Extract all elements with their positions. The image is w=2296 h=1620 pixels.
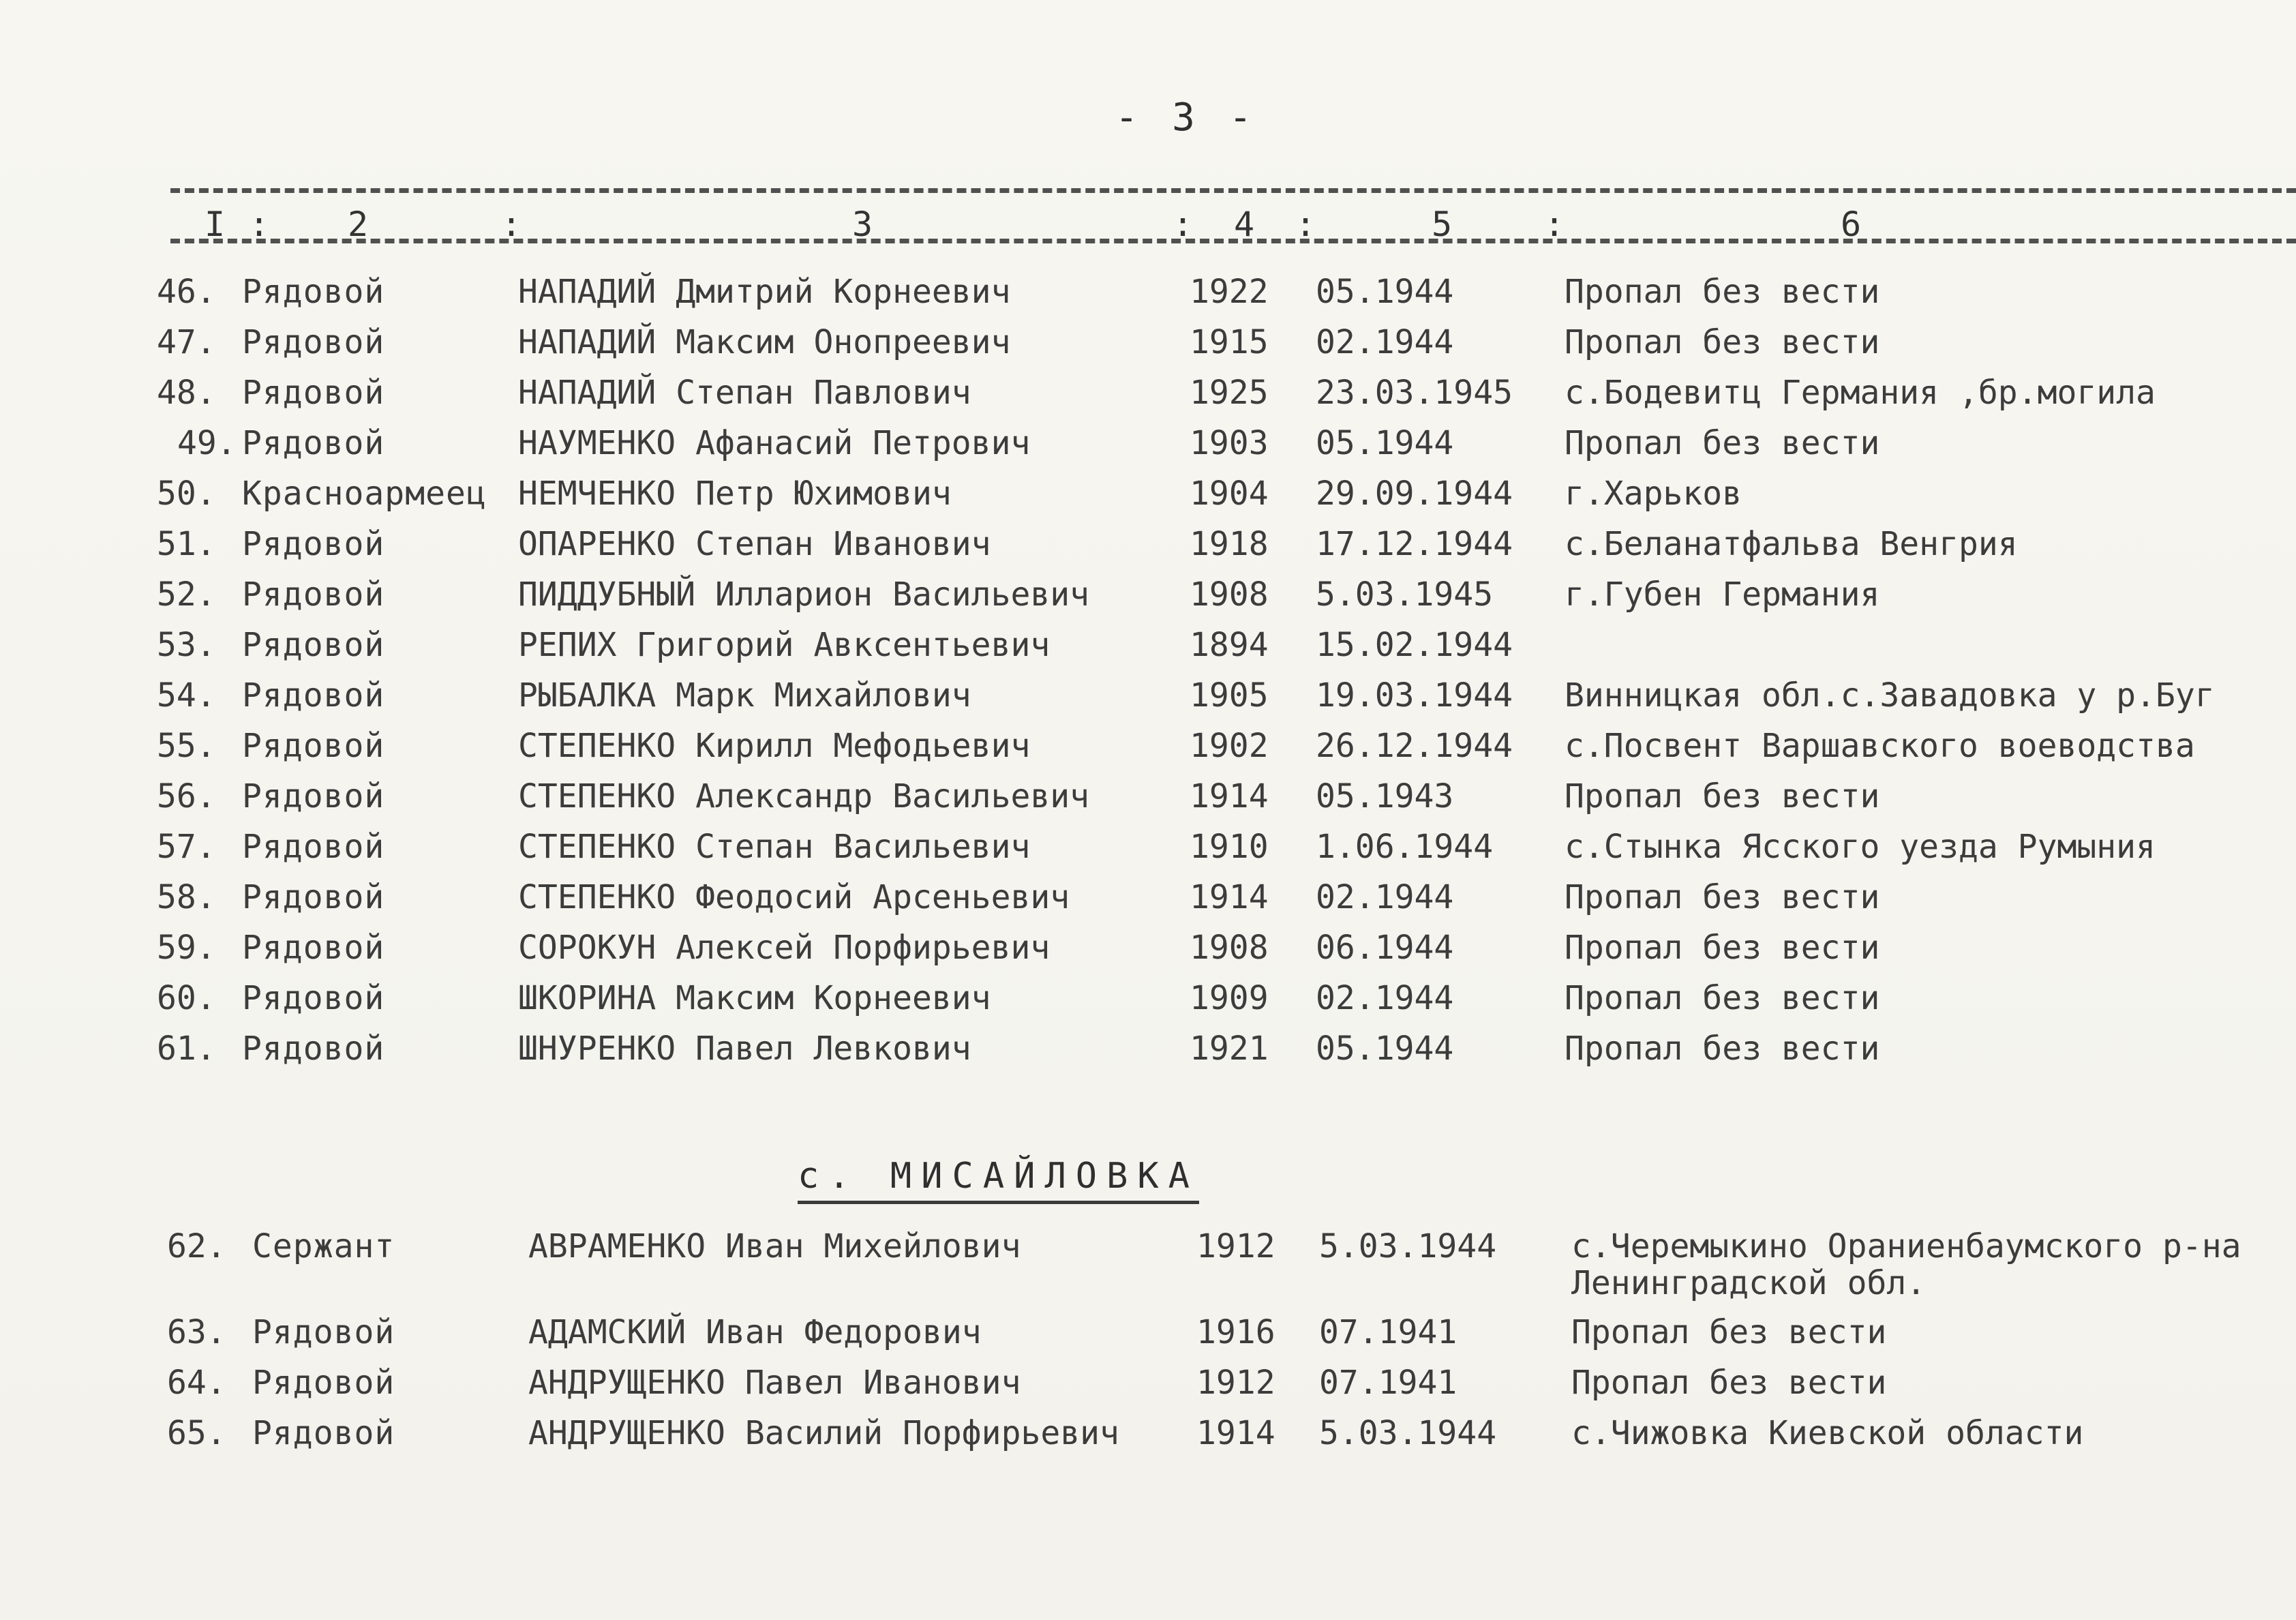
row-name: АВРАМЕНКО Иван Михейлович [528,1227,1021,1265]
row-name: НАПАДИЙ Степан Павлович [518,374,971,412]
row-place: с.Чижовка Киевской области [1571,1414,2084,1452]
row-rank: Рядовой [242,626,385,664]
column-separator: : [249,205,270,244]
row-date: 05.1944 [1316,1030,1454,1068]
row-rank: Рядовой [242,575,385,614]
row-date: 26.12.1944 [1316,727,1513,765]
row-birth-year: 1909 [1190,979,1269,1017]
row-name: АНДРУЩЕНКО Павел Иванович [528,1364,1021,1402]
row-rank: Рядовой [252,1414,395,1452]
row-date: 07.1941 [1319,1364,1457,1402]
row-name: АНДРУЩЕНКО Василий Порфирьевич [528,1414,1119,1452]
row-number: 52. [157,575,216,614]
column-header-3: 3 [852,205,873,244]
row-date: 15.02.1944 [1316,626,1513,664]
row-name: ПИДДУБНЫЙ Илларион Васильевич [518,575,1090,614]
row-name: СТЕПЕНКО Феодосий Арсеньевич [518,878,1070,916]
row-birth-year: 1908 [1190,575,1269,614]
row-name: НЕМЧЕНКО Петр Юхимович [518,475,952,513]
row-number: 58. [157,878,216,916]
row-place-continued: Ленинградской обл. [1571,1264,1927,1302]
row-date: 5.03.1944 [1319,1227,1497,1265]
row-rank: Рядовой [242,727,385,765]
section-title-village: с. МИСАЙЛОВКА [798,1156,1199,1204]
page-number: - 3 - [1115,95,1258,140]
row-date: 19.03.1944 [1316,676,1513,715]
row-rank: Рядовой [242,374,385,412]
row-birth-year: 1904 [1190,475,1269,513]
row-place: с.Стынка Ясского уезда Румыния [1565,828,2156,866]
column-separator: : [1544,205,1565,244]
row-place: г.Губен Германия [1565,575,1880,614]
row-place: г.Харьков [1565,475,1742,513]
row-name: ОПАРЕНКО Степан Иванович [518,525,991,563]
row-date: 05.1944 [1316,273,1454,311]
row-place: Пропал без вести [1565,323,1880,361]
row-rank: Рядовой [252,1364,395,1402]
column-header-4: 4 [1234,205,1255,244]
row-number: 64. [167,1364,226,1402]
row-name: РЫБАЛКА Марк Михайлович [518,676,971,715]
row-number: 55. [157,727,216,765]
row-name: СОРОКУН Алексей Порфирьевич [518,929,1051,967]
row-number: 46. [157,273,216,311]
row-number: 59. [157,929,216,967]
row-rank: Рядовой [242,1030,385,1068]
row-number: 62. [167,1227,226,1265]
row-birth-year: 1905 [1190,676,1269,715]
row-birth-year: 1916 [1196,1313,1275,1351]
row-birth-year: 1922 [1190,273,1269,311]
row-date: 5.03.1944 [1319,1414,1497,1452]
row-name: СТЕПЕНКО Александр Васильевич [518,777,1090,815]
row-place: Пропал без вести [1565,777,1880,815]
row-place: Пропал без вести [1565,1030,1880,1068]
column-header-5: 5 [1432,205,1453,244]
row-birth-year: 1925 [1190,374,1269,412]
row-place: Пропал без вести [1571,1364,1887,1402]
column-separator: : [1173,205,1194,244]
row-birth-year: 1910 [1190,828,1269,866]
row-name: АДАМСКИЙ Иван Федорович [528,1313,982,1351]
column-header-6: 6 [1841,205,1862,244]
row-place: Пропал без вести [1565,273,1880,311]
row-rank: Рядовой [242,777,385,815]
header-rule-bottom [170,239,2296,243]
row-place: с.Посвент Варшавского воеводства [1565,727,2195,765]
row-rank: Красноармеец [242,475,487,513]
row-place: с.Беланатфальва Венгрия [1565,525,2018,563]
row-number: 49. [177,424,237,462]
row-name: НАПАДИЙ Максим Онопреевич [518,323,1011,361]
row-rank: Рядовой [242,424,385,462]
row-name: ШНУРЕНКО Павел Левкович [518,1030,971,1068]
row-birth-year: 1915 [1190,323,1269,361]
row-number: 47. [157,323,216,361]
row-date: 5.03.1945 [1316,575,1494,614]
row-number: 53. [157,626,216,664]
row-rank: Рядовой [242,878,385,916]
row-birth-year: 1903 [1190,424,1269,462]
row-date: 02.1944 [1316,878,1454,916]
row-place: с.Бодевитц Германия ,бр.могила [1565,374,2156,412]
row-name: СТЕПЕНКО Степан Васильевич [518,828,1031,866]
row-place: Пропал без вести [1565,878,1880,916]
row-birth-year: 1918 [1190,525,1269,563]
column-separator: : [501,205,522,244]
row-place: Винницкая обл.с.Завадовка у р.Буг [1565,676,2215,715]
row-number: 60. [157,979,216,1017]
row-name: ШКОРИНА Максим Корнеевич [518,979,991,1017]
row-rank: Рядовой [242,273,385,311]
row-place: Пропал без вести [1565,929,1880,967]
row-date: 05.1943 [1316,777,1454,815]
row-number: 56. [157,777,216,815]
row-place: с.Черемыкино Ораниенбаумского р-на [1571,1227,2241,1265]
column-separator: : [1295,205,1316,244]
row-number: 65. [167,1414,226,1452]
row-birth-year: 1914 [1196,1414,1275,1452]
row-date: 05.1944 [1316,424,1454,462]
row-birth-year: 1894 [1190,626,1269,664]
column-header-1: I [205,205,226,244]
row-date: 07.1941 [1319,1313,1457,1351]
row-date: 17.12.1944 [1316,525,1513,563]
row-birth-year: 1914 [1190,777,1269,815]
row-birth-year: 1914 [1190,878,1269,916]
row-number: 50. [157,475,216,513]
row-birth-year: 1912 [1196,1364,1275,1402]
row-name: СТЕПЕНКО Кирилл Мефодьевич [518,727,1031,765]
row-name: НАУМЕНКО Афанасий Петрович [518,424,1031,462]
row-date: 06.1944 [1316,929,1454,967]
row-date: 1.06.1944 [1316,828,1494,866]
row-date: 23.03.1945 [1316,374,1513,412]
row-rank: Рядовой [242,676,385,715]
row-name: НАПАДИЙ Дмитрий Корнеевич [518,273,1011,311]
row-birth-year: 1902 [1190,727,1269,765]
header-rule-top [170,188,2296,193]
row-rank: Рядовой [252,1313,395,1351]
column-header-2: 2 [348,205,369,244]
row-rank: Рядовой [242,828,385,866]
row-birth-year: 1908 [1190,929,1269,967]
row-date: 29.09.1944 [1316,475,1513,513]
row-number: 48. [157,374,216,412]
row-number: 54. [157,676,216,715]
row-number: 57. [157,828,216,866]
row-date: 02.1944 [1316,979,1454,1017]
row-name: РЕПИХ Григорий Авксентьевич [518,626,1051,664]
row-birth-year: 1921 [1190,1030,1269,1068]
row-number: 63. [167,1313,226,1351]
row-rank: Рядовой [242,929,385,967]
row-birth-year: 1912 [1196,1227,1275,1265]
row-date: 02.1944 [1316,323,1454,361]
row-place: Пропал без вести [1571,1313,1887,1351]
row-place: Пропал без вести [1565,979,1880,1017]
row-rank: Рядовой [242,979,385,1017]
row-rank: Сержант [252,1227,395,1265]
row-place: Пропал без вести [1565,424,1880,462]
row-rank: Рядовой [242,525,385,563]
row-number: 61. [157,1030,216,1068]
row-rank: Рядовой [242,323,385,361]
row-number: 51. [157,525,216,563]
